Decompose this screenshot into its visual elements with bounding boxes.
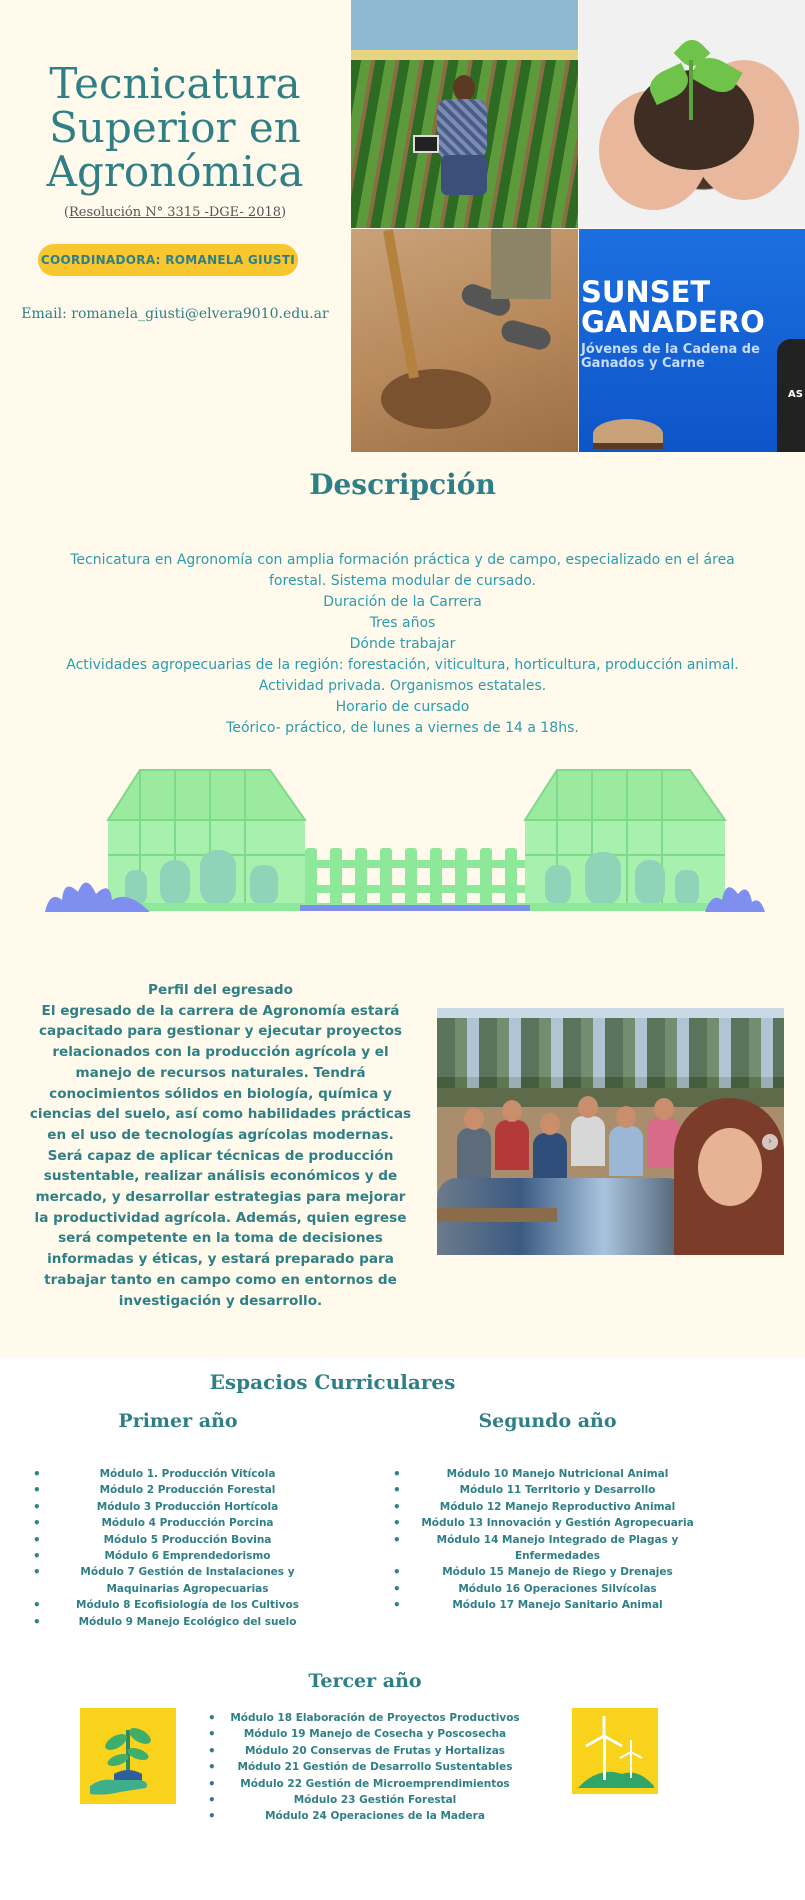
module-item: • Módulo 5 Producción Bovina	[45, 1532, 330, 1548]
description-line: Dónde trabajar	[349, 636, 456, 652]
resolution-link[interactable]: Resolución N° 3315 -DGE- 2018	[68, 205, 282, 220]
student	[533, 1133, 567, 1183]
tablet-device	[413, 135, 439, 153]
person-shirt	[437, 99, 487, 159]
module-item: • Módulo 21 Gestión de Desarrollo Sustentables	[220, 1759, 530, 1775]
year3-heading: Tercer año	[308, 1670, 422, 1692]
resolution-close: )	[281, 205, 287, 220]
description-line: Horario de cursado	[335, 699, 470, 715]
module-item: • Módulo 6 Emprendedorismo	[45, 1548, 330, 1564]
description-line: Tres años	[369, 615, 436, 631]
module-item: • Módulo 7 Gestión de Instalaciones y Maquinarias Agropecuarias	[45, 1564, 330, 1597]
trees	[437, 1018, 784, 1088]
student-face	[654, 1098, 674, 1120]
person-figure	[411, 75, 491, 205]
shoe-right	[499, 318, 553, 352]
page-title: Tecnicatura Superior en Agronómica	[46, 59, 304, 196]
table	[437, 1208, 557, 1222]
student	[609, 1126, 643, 1176]
module-item: • Módulo 24 Operaciones de la Madera	[220, 1808, 530, 1824]
greenhouse-left	[108, 770, 305, 905]
student-face	[578, 1096, 598, 1118]
student	[571, 1116, 605, 1166]
year3-module-list	[220, 1710, 530, 1825]
wind-turbine-icon	[572, 1708, 658, 1794]
module-item: • Módulo 12 Manejo Reproductivo Animal	[405, 1499, 710, 1515]
soil-planting-photo	[351, 229, 578, 452]
description-line: Duración de la Carrera	[323, 594, 482, 610]
greenhouse-illustration	[0, 760, 805, 915]
email-text[interactable]: Email: romanela_giusti@elvera9010.edu.ar	[21, 306, 329, 322]
student	[495, 1120, 529, 1170]
module-item: • Módulo 23 Gestión Forestal	[220, 1792, 530, 1808]
resolution-text	[0, 205, 350, 220]
hero-section	[0, 0, 805, 452]
selfie-face	[698, 1128, 762, 1206]
carousel-next-icon[interactable]: ›	[762, 1134, 778, 1150]
plant-in-hand-graphic	[80, 1708, 176, 1804]
sunset-ganadero-photo	[579, 229, 805, 452]
module-item: • Módulo 10 Manejo Nutricional Animal	[405, 1466, 710, 1482]
person-head	[453, 75, 475, 101]
students-group-photo	[437, 1008, 784, 1255]
field-worker-photo	[351, 0, 578, 228]
graduate-profile	[28, 980, 413, 1311]
fence	[300, 848, 530, 905]
sunset-title	[581, 277, 765, 337]
plant-in-hand-icon	[80, 1708, 176, 1804]
description-block	[60, 550, 745, 739]
ground-blue-left	[300, 905, 530, 911]
person-legs	[441, 155, 487, 195]
description-title: Descripción	[309, 468, 496, 501]
module-item: • Módulo 14 Manejo Integrado de Plagas y Enfermedades	[405, 1532, 710, 1565]
hat	[593, 419, 663, 449]
module-item: • Módulo 18 Elaboración de Proyectos Productivos	[220, 1710, 530, 1726]
wind-turbine-graphic	[572, 1708, 658, 1794]
module-item: • Módulo 3 Producción Hortícola	[45, 1499, 330, 1515]
stem	[689, 60, 693, 120]
module-item: • Módulo 9 Manejo Ecológico del suelo	[45, 1614, 330, 1630]
sunset-subtitle: Jóvenes de la Cadena de Ganados y Carne	[581, 342, 760, 371]
student-face	[540, 1113, 560, 1135]
year2-heading: Segundo año	[478, 1410, 617, 1432]
year1-module-list	[45, 1466, 330, 1630]
student	[457, 1128, 491, 1178]
hands-seedling-photo	[579, 0, 805, 228]
student-face	[502, 1100, 522, 1122]
resolution-open: (	[63, 205, 69, 220]
module-item: • Módulo 15 Manejo de Riego y Drenajes	[405, 1564, 710, 1580]
soil-hole	[381, 369, 491, 429]
module-item: • Módulo 2 Producción Forestal	[45, 1482, 330, 1498]
sunset-title-line2: GANADERO	[581, 305, 765, 339]
module-item: • Módulo 11 Territorio y Desarrollo	[405, 1482, 710, 1498]
description-line: Tecnicatura en Agronomía con amplia formación práctica y de campo, especializado en el área forestal. Sistema modular de cursado.	[70, 552, 735, 589]
module-item: • Módulo 20 Conservas de Frutas y Hortalizas	[220, 1743, 530, 1759]
curriculum-title: Espacios Curriculares	[209, 1370, 456, 1394]
year2-module-list	[405, 1466, 710, 1614]
greenhouse-right	[525, 770, 725, 905]
module-item: • Módulo 1. Producción Vitícola	[45, 1466, 330, 1482]
module-item: • Módulo 17 Manejo Sanitario Animal	[405, 1597, 710, 1613]
student-face	[616, 1106, 636, 1128]
module-item: • Módulo 4 Producción Porcina	[45, 1515, 330, 1531]
student-face	[464, 1108, 484, 1130]
coordinator-badge: COORDINADORA: ROMANELA GIUSTI	[38, 244, 298, 276]
wooden-stake	[383, 229, 419, 378]
description-line: Teórico- práctico, de lunes a viernes de 14 a 18hs.	[226, 720, 579, 736]
hero-text-panel	[0, 0, 350, 452]
trouser-leg	[491, 229, 551, 299]
profile-text: El egresado de la carrera de Agronomía estará capacitado para gestionar y ejecutar proyectos relacionados con la producción agrícola y el manejo de recursos naturales. Tendrá conocimientos sólidos en biología, química y ciencias del suelo, así como habilidades prácticas en el uso de tecnologías agrícolas modernas. Será capaz de aplicar técnicas de producción sustentable, realizar análisis económicos y de mercado, y desarrollar estrategias para mejorar la productividad agrícola. Además, quien egrese será competente en la toma de decisiones informadas y éticas, y estará preparado para trabajar tanto en campo como en entornos de investigación y desarrollo.	[29, 1002, 412, 1309]
description-line: Actividad privada. Organismos estatales.	[258, 678, 547, 694]
sunset-corner-text: AS	[788, 389, 803, 400]
module-item: • Módulo 19 Manejo de Cosecha y Poscosecha	[220, 1726, 530, 1742]
curriculum-section	[0, 1358, 805, 1900]
year1-heading: Primer año	[118, 1410, 238, 1432]
sunset-title-line1: SUNSET	[581, 275, 711, 309]
module-item: • Módulo 8 Ecofisiología de los Cultivos	[45, 1597, 330, 1613]
module-item: • Módulo 13 Innovación y Gestión Agropecuaria	[405, 1515, 710, 1531]
hat-band	[593, 443, 663, 449]
description-line: Actividades agropecuarias de la región: forestación, viticultura, horticultura, producción animal.	[66, 657, 739, 673]
module-item: • Módulo 22 Gestión de Microemprendimientos	[220, 1776, 530, 1792]
module-item: • Módulo 16 Operaciones Silvícolas	[405, 1581, 710, 1597]
profile-heading: Perfil del egresado	[148, 982, 293, 998]
